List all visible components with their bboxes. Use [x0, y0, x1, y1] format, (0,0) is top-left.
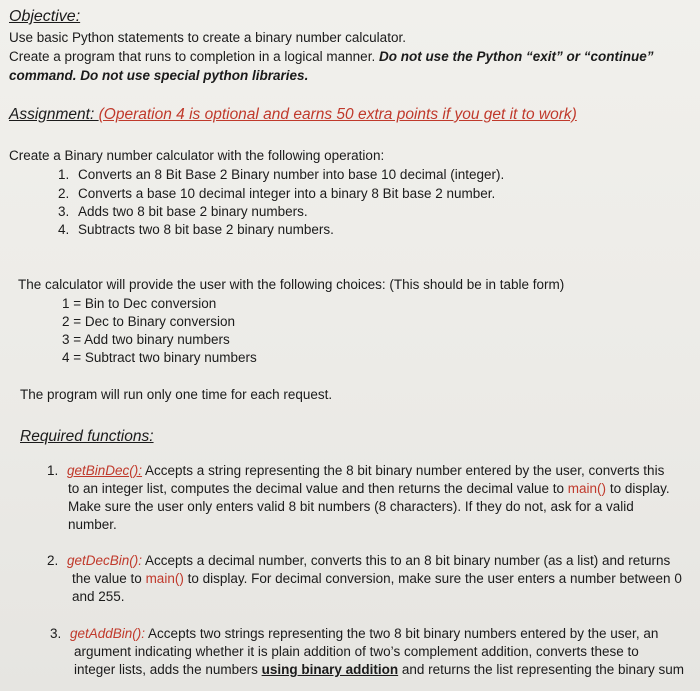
- choice-item: 3 = Add two binary numbers: [62, 332, 230, 347]
- objective-line-2-bold: Do not use the Python “exit” or “continue”: [378, 49, 654, 64]
- function-getaddbin-line-2: argument indicating whether it is plain addition of two’s complement addition, converts these to: [74, 644, 639, 659]
- function-number: 2.: [47, 553, 59, 568]
- operation-text: Adds two 8 bit base 2 binary numbers.: [78, 204, 308, 219]
- function-desc: Accepts two strings representing the two 8 bit binary numbers entered by the user, an: [145, 626, 659, 641]
- operation-item: [58, 166, 504, 183]
- function-name: getAddBin():: [70, 626, 146, 641]
- required-functions-heading: Required functions:: [20, 428, 154, 445]
- assignment-note: (Operation 4 is optional and earns 50 extra points if you get it to work): [98, 106, 577, 123]
- operations-intro: Create a Binary number calculator with the following operation:: [9, 148, 385, 163]
- function-getbindec-line-1: [47, 462, 664, 479]
- function-number: 1.: [47, 463, 59, 478]
- function-getdecbin-line-1: [47, 552, 670, 569]
- choice-item: 2 = Dec to Binary conversion: [62, 314, 235, 329]
- objective-line-1: Use basic Python statements to create a binary number calculator.: [9, 30, 406, 45]
- function-desc: Accepts a decimal number, converts this to an 8 bit binary number (as a list) and returns: [142, 553, 671, 568]
- function-desc: to display. For decimal conversion, make sure the user enters a number between 0: [183, 571, 682, 586]
- main-ref: main(): [145, 571, 184, 586]
- function-name: getBinDec():: [67, 463, 143, 478]
- operation-text: Converts an 8 Bit Base 2 Binary number into base 10 decimal (integer).: [78, 167, 505, 182]
- operation-item: [58, 221, 334, 238]
- function-name: getDecBin():: [67, 553, 143, 568]
- objective-line-2: [9, 48, 653, 65]
- function-desc: to an integer list, computes the decimal value and then returns the decimal value to: [68, 481, 568, 496]
- operation-item: [58, 185, 495, 202]
- run-once-text: The program will run only one time for each request.: [20, 387, 333, 402]
- function-getbindec-line-4: number.: [68, 517, 117, 532]
- function-number: 3.: [50, 626, 62, 641]
- operation-number: 2.: [58, 186, 70, 201]
- operation-number: 1.: [58, 167, 70, 182]
- binary-addition-emphasis: using binary addition: [261, 662, 399, 677]
- main-ref: main(): [567, 481, 607, 496]
- assignment-label: Assignment:: [9, 106, 99, 123]
- function-getdecbin-line-2: [72, 570, 682, 587]
- choice-item: 1 = Bin to Dec conversion: [62, 296, 217, 311]
- function-desc: and returns the list representing the binary sum: [398, 662, 685, 677]
- function-getdecbin-line-3: and 255.: [72, 589, 125, 604]
- function-desc: integer lists, adds the numbers: [74, 662, 262, 677]
- function-getaddbin-line-1: [50, 625, 658, 642]
- choices-intro: The calculator will provide the user with the following choices: (This should be in table form): [18, 277, 565, 292]
- function-desc: Accepts a string representing the 8 bit binary number entered by the user, converts this: [142, 463, 665, 478]
- objective-heading: Objective:: [9, 8, 81, 25]
- function-desc: the value to: [72, 571, 146, 586]
- function-getbindec-line-2: [68, 480, 670, 497]
- objective-line-2-plain: Create a program that runs to completion in a logical manner.: [9, 49, 379, 64]
- objective-line-3: command. Do not use special python libraries.: [9, 68, 309, 83]
- operation-text: Subtracts two 8 bit base 2 binary numbers.: [78, 222, 334, 237]
- operation-number: 3.: [58, 204, 70, 219]
- assignment-line: [9, 106, 577, 123]
- operation-number: 4.: [58, 222, 70, 237]
- operation-text: Converts a base 10 decimal integer into a binary 8 Bit base 2 number.: [78, 186, 496, 201]
- choice-item: 4 = Subtract two binary numbers: [62, 350, 257, 365]
- function-getbindec-line-3: Make sure the user only enters valid 8 bit numbers (8 characters). If they do not, ask for a valid: [68, 499, 634, 514]
- function-desc: to display.: [606, 481, 670, 496]
- operation-item: [58, 203, 308, 220]
- function-getaddbin-line-3: [74, 661, 684, 678]
